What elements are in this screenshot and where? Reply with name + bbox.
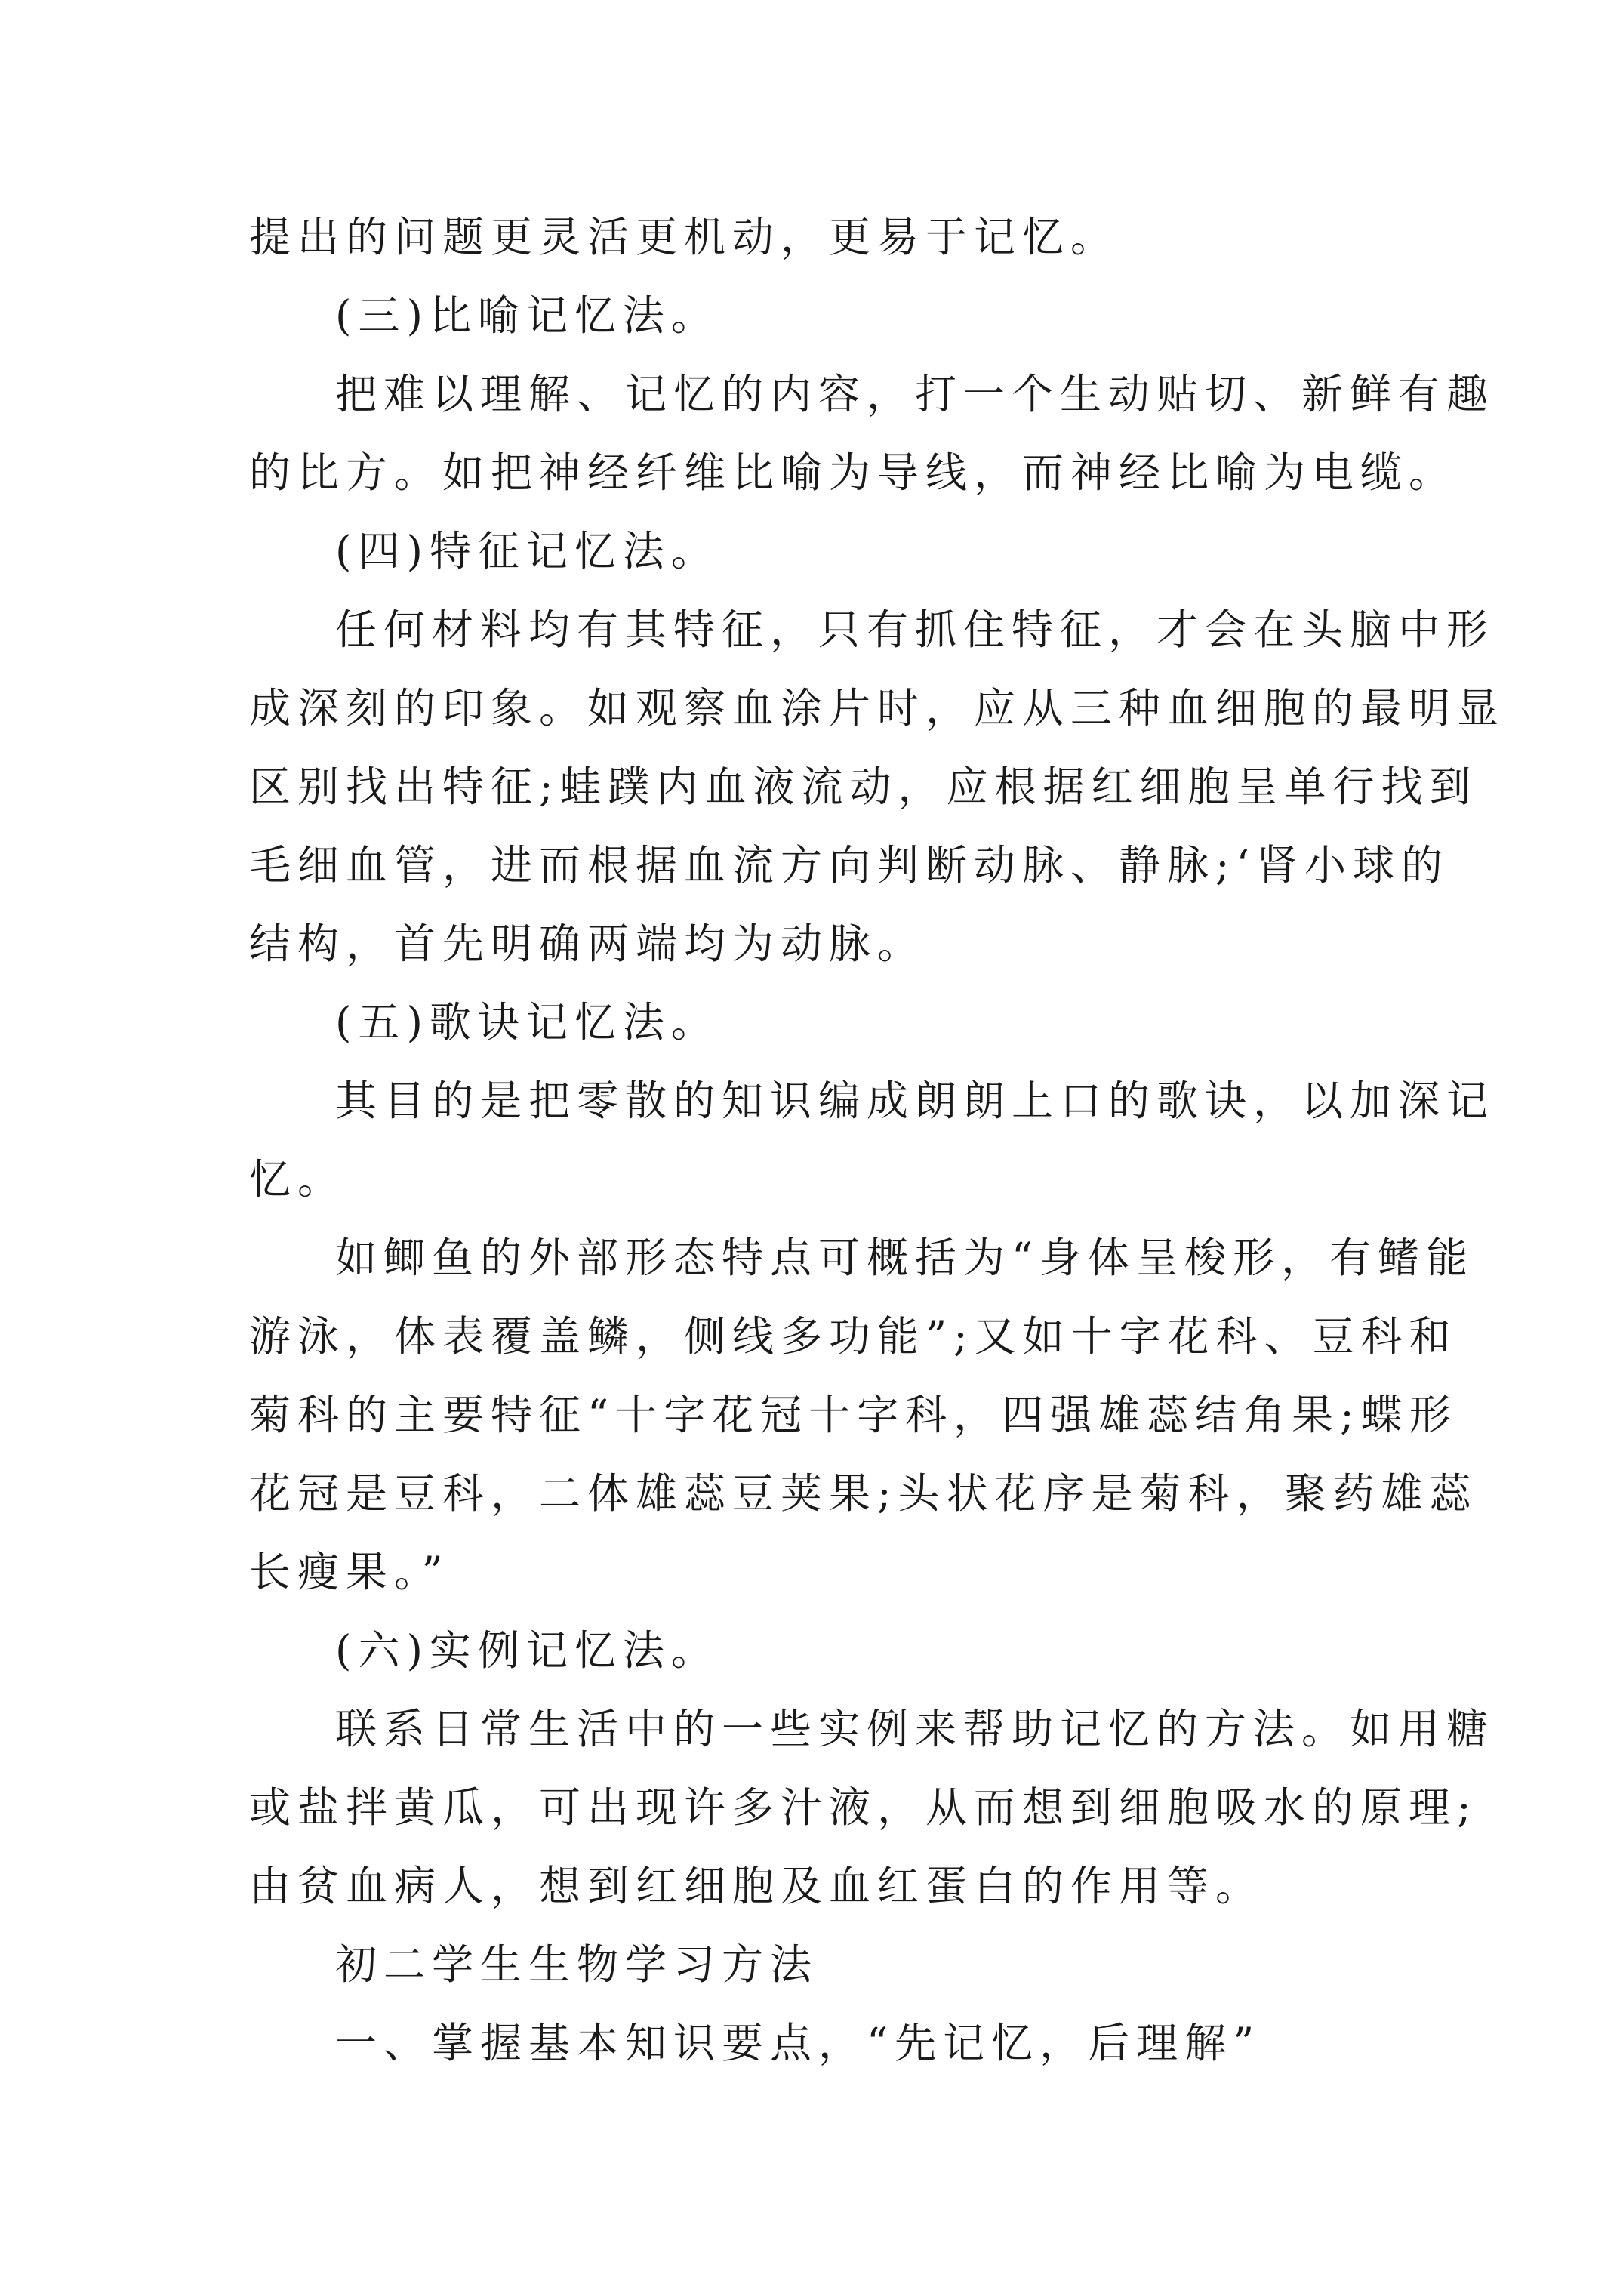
text-line: 菊科的主要特征“十字花冠十字科，四强雄蕊结角果;蝶形 [249, 1391, 1458, 1439]
text-line: 提出的问题更灵活更机动，更易于记忆。 [249, 213, 1119, 261]
text-line: 任何材料均有其特征，只有抓住特征，才会在头脑中形 [335, 606, 1495, 654]
text-line: 如鲫鱼的外部形态特点可概括为“身体呈梭形，有鳍能 [335, 1234, 1475, 1282]
text-line: 其目的是把零散的知识编成朗朗上口的歌诀，以加深记 [335, 1077, 1495, 1125]
text-line: 忆。 [249, 1155, 346, 1203]
article-title: 初二学生生物学习方法 [335, 1940, 819, 1989]
text-line: 或盐拌黄瓜，可出现许多汁液，从而想到细胞吸水的原理; [249, 1783, 1478, 1832]
section-heading-1: 一、掌握基本知识要点，“先记忆，后理解” [335, 2019, 1261, 2067]
text-line: 区别找出特征;蛙蹼内血液流动，应根据红细胞呈单行找到 [249, 763, 1478, 811]
section-heading-6: (六)实例记忆法。 [335, 1626, 719, 1675]
text-line: 成深刻的印象。如观察血涂片时，应从三种血细胞的最明显 [249, 684, 1506, 732]
section-heading-3: (三)比喻记忆法。 [335, 291, 719, 340]
text-line: 游泳，体表覆盖鳞，侧线多功能”;又如十字花科、豆科和 [249, 1312, 1458, 1361]
text-line: 花冠是豆科，二体雄蕊豆荚果;头状花序是菊科，聚药雄蕊 [249, 1469, 1478, 1518]
text-line: 把难以理解、记忆的内容，打一个生动贴切、新鲜有趣 [335, 370, 1495, 418]
text-line: 毛细血管，进而根据血流方向判断动脉、静脉;‘肾小球的 [249, 841, 1450, 889]
text-line: 的比方。如把神经纤维比喻为导线，而神经比喻为电缆。 [249, 448, 1458, 497]
text-line: 结构，首先明确两端均为动脉。 [249, 920, 926, 968]
text-line: 联系日常生活中的一些实例来帮助记忆的方法。如用糖 [335, 1705, 1495, 1753]
section-heading-5: (五)歌诀记忆法。 [335, 998, 719, 1046]
document-body [249, 198, 1506, 2082]
text-line: 由贫血病人，想到红细胞及血红蛋白的作用等。 [249, 1862, 1264, 1910]
section-heading-4: (四)特征记忆法。 [335, 527, 719, 575]
text-line: 长瘦果。” [249, 1548, 450, 1596]
